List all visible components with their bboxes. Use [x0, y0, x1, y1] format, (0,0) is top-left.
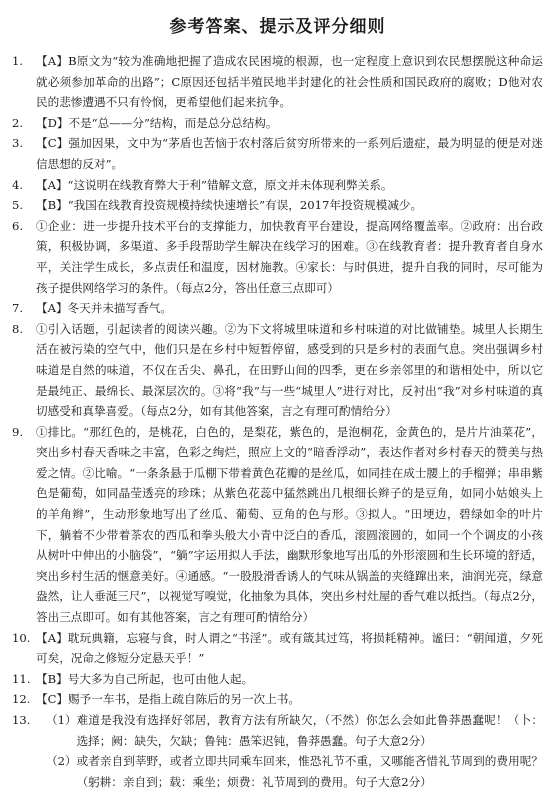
sub-item-text: 难道是我没有选择好邻居，教育方法有所缺欠，（不然）你怎么会如此鲁莽愚蠢呢！（卜：选择；阙：缺失，欠缺；鲁钝：愚笨迟钝，鲁莽愚蠢。句子大意2分） — [76, 713, 543, 748]
sub-item-text: 或者亲自到莘野，或者立即共同乘车回来，惟恐礼节不重，又哪能吝惜礼节周到的费用呢？（躬耕：亲自到；载：乘坐；烦费：礼节周到的费用。句子大意2分） — [76, 754, 543, 789]
item-number: 7. — [12, 301, 24, 316]
answer-item — [12, 175, 543, 196]
answer-item — [12, 422, 543, 628]
sub-item — [36, 710, 543, 751]
answer-item — [12, 133, 543, 174]
item-number: 3. — [12, 136, 24, 151]
page-title: 参考答案、提示及评分细则 — [169, 17, 386, 37]
item-text — [36, 710, 543, 792]
sub-item-list — [36, 710, 543, 792]
answer-item — [12, 689, 543, 710]
item-text: 【C】强加因果，文中为“茅盾也苦恼于农村落后贫穷所带来的一系列后遗症，最为明显的便是对迷信思想的反对”。 — [36, 136, 543, 171]
answer-item — [12, 113, 543, 134]
item-text: 【A】“这说明在线教育弊大于利”错解文意，原文并未体现利弊关系。 — [36, 177, 393, 192]
item-number: 2. — [12, 115, 24, 130]
item-number: 5. — [12, 198, 24, 213]
answer-item — [12, 298, 543, 319]
item-number: 6. — [12, 218, 24, 233]
sub-item-number: （1） — [46, 713, 77, 727]
item-number: 9. — [12, 424, 24, 439]
item-text: 【C】赐予一车书，是指上疏自陈后的另一次上书。 — [36, 692, 300, 707]
item-text: 【A】冬天并未描写香气。 — [36, 301, 172, 316]
item-number: 8. — [12, 321, 24, 336]
item-text: ①引入话题，引起读者的阅读兴趣。②为下文将城里味道和乡村味道的对比做铺垫。城里人长期生活在被污染的空气中，他们只是在乡村中短暂停留，感受到的只是乡村的表面气息。突出强调乡村味道是自然的味道，不仅在舌尖、鼻孔，在田野山间的四季，更在乡亲邻里的和谐相处中，所以它是最纯正、最绵长、最深层次的。③将“我”与一些“城里人”进行对比，反衬出“我”对乡村味道的真切感受和真挚喜爱。（每点2分，如有其他答案，言之有理可酌情给分） — [36, 321, 543, 419]
item-number: 4. — [12, 177, 24, 192]
item-number: 1. — [12, 54, 24, 68]
item-text: ①排比。“那红色的，是桃花，白色的，是梨花，紫色的，是泡桐花，金黄色的，是片片油菜花”，突出乡村春天香味之丰富，色彩之绚烂，照应上文的“暗香浮动”，表达作者对乡村春天的赞美与热爱之情。②比喻。“一条条悬于瓜棚下带着黄色花瓣的是丝瓜，如同挂在成士腰上的手榴弹；串串紫色是葡萄，如同晶莹透亮的珍珠；从紫色花蕊中猛然跳出几根细长辫子的是豆角，如同小姑娘头上的羊角辫”，生动形象地写出了丝瓜、葡萄、豆角的色与形。③拟人。“田埂边，碧绿如伞的叶片下，躺着不少带着茶农的西瓜和拳头般大小青中泛白的香瓜，滚圆滚圆的，如同一个个调皮的小孩从树叶中伸出的小脑袋”，“躺”字运用拟人手法，幽默形象地写出瓜的外形滚圆和生长环境的舒适，突出乡村生活的惬意美好。④通感。“一股股滑香诱人的气味从锅盖的夹缝蹿出来，油润光亮，绿意盎然，让人垂涎三尺”，以视觉写嗅觉，化抽象为具体，突出乡村灶屋的香气难以抵挡。（每点2分，答出三点即可。如有其他答案，言之有理可酌情给分） — [36, 424, 543, 625]
answer-item — [12, 51, 543, 113]
item-number: 11. — [12, 671, 31, 686]
answer-item — [12, 319, 543, 422]
item-text: 【A】耽玩典籍，忘寝与食，时人谓之“书淫”。或有箴其过笃，将损耗精神。谧曰：“朝闻道，夕死可矣，况命之修短分定悬天乎！” — [36, 630, 543, 666]
answer-item — [12, 216, 543, 298]
answer-list — [12, 51, 543, 792]
item-text: ①企业：进一步提升技术平台的支撑能力，加快教育平台建设，提高网络覆盖率。②政府：出台政策，积极协调，多渠道、多手段帮助学生解决在线学习的困难。③在线教育者：提升教育者自身水平，关注学生成长，多点责任和温度，因材施教。④家长：与时俱进，提升自我的同时，尽可能为孩子提供网络学习的条件。（每点2分，答出任意三点即可） — [36, 218, 543, 295]
item-text: 【B】号大多为自己所起，也可由他人起。 — [36, 671, 254, 686]
item-text: 【A】B原文为“较为准确地把握了造成农民困境的根源，也一定程度上意识到农民想摆脱这种命运就必须参加革命的出路”；C原因还包括半殖民地半封建化的社会性质和国民政府的腐败；D他对农民的悲惨遭遇不只有怜悯，更希望他们起来抗争。 — [36, 54, 543, 110]
item-number: 13. — [12, 713, 31, 727]
answer-item — [12, 628, 543, 669]
item-text: 【B】“我国在线教育投资规模持续快速增长”有误，2017年投资规模减少。 — [36, 198, 423, 213]
answer-item — [12, 710, 543, 792]
answer-item — [12, 669, 543, 690]
sub-item-number: （2） — [46, 754, 77, 769]
item-number: 12. — [12, 692, 31, 707]
item-number: 10. — [12, 630, 31, 645]
item-text: 【D】不是“总——分”结构，而是总分总结构。 — [36, 115, 278, 130]
sub-item — [36, 751, 543, 792]
answer-item — [12, 195, 543, 216]
